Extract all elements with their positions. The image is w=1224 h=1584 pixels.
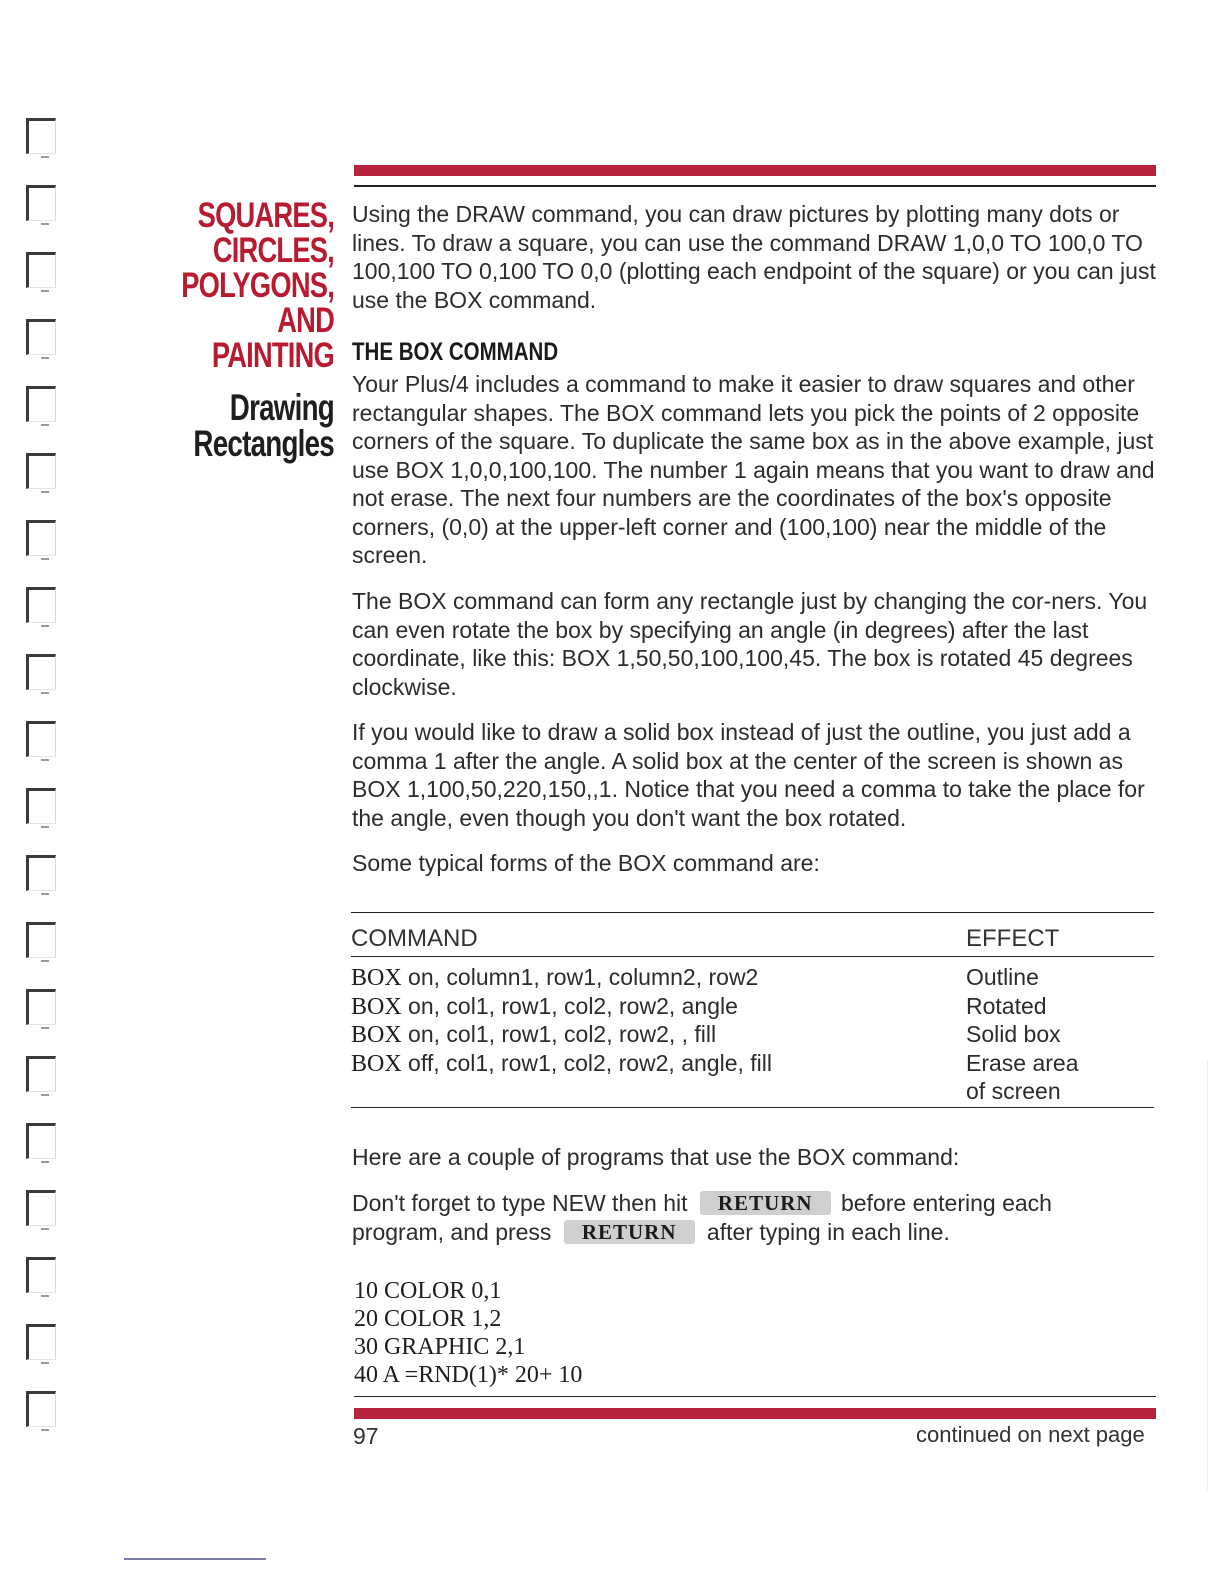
binding-hole <box>26 1324 56 1360</box>
section-subtitle-line: Drawing <box>229 387 334 428</box>
continued-note: continued on next page <box>916 1422 1145 1447</box>
table-row <box>351 963 758 993</box>
table-header-effect: EFFECT <box>966 925 1060 952</box>
chapter-title <box>178 198 334 373</box>
binding-hole <box>26 1391 56 1427</box>
binding-hole <box>26 922 56 958</box>
chapter-title-line: PAINTING <box>211 336 334 375</box>
table-row <box>351 1020 716 1050</box>
binding-hole <box>26 1123 56 1159</box>
binding-hole <box>26 185 56 221</box>
binding-hole <box>26 118 56 154</box>
program-listing <box>354 1277 1159 1389</box>
chapter-title-line: AND <box>277 301 334 340</box>
binding-hole <box>26 587 56 623</box>
section-heading: THE BOX COMMAND <box>352 338 559 366</box>
table-header-command: COMMAND <box>351 925 478 952</box>
bottom-rule <box>354 1396 1156 1397</box>
paragraph-typical-forms: Some typical forms of the BOX command are: <box>352 850 820 876</box>
return-note-text: program, and press <box>352 1218 552 1245</box>
binding-hole <box>26 453 56 489</box>
command-keyword: BOX <box>351 993 402 1020</box>
effect-cell: of screen <box>966 1078 1061 1104</box>
code-line: 30 GRAPHIC 2,1 <box>354 1334 526 1360</box>
intro-paragraph: Using the DRAW command, you can draw pictures by plotting many dots or lines. To draw a square, you can use the command DRAW 1,0,0 TO 100,0 TO 100,100 TO 0,100 TO 0,0 (plotting each endpoint of the square) or you can just use the BOX command. <box>352 201 1156 313</box>
command-keyword: BOX <box>351 1050 402 1077</box>
binding-hole <box>26 520 56 556</box>
code-line: 10 COLOR 0,1 <box>354 1278 502 1304</box>
table-top-rule <box>351 912 1154 913</box>
chapter-title-line: POLYGONS, <box>181 266 334 305</box>
binding-hole <box>26 386 56 422</box>
paragraph-box-intro: Your Plus/4 includes a command to make it easier to draw squares and other rectangular shapes. The BOX command lets you pick the points of 2 opposite corners of the square. To duplicate the same box as in the above example, just use BOX 1,0,0,100,100. The number 1 again means that you want to draw and not erase. The next four numbers are the coordinates of the box's opposite corners, (0,0) at the upper-left corner and (100,100) near the middle of the screen. <box>352 371 1155 568</box>
binding-hole <box>26 654 56 690</box>
top-rule <box>354 185 1156 187</box>
binding-hole <box>26 788 56 824</box>
command-args: on, col1, row1, col2, row2, , fill <box>401 1021 717 1047</box>
section-subtitle <box>169 387 334 464</box>
binding-hole <box>26 1056 56 1092</box>
chapter-title-line: CIRCLES, <box>212 231 334 270</box>
return-note-text: Don't forget to type NEW then hit <box>352 1190 688 1216</box>
table-bottom-rule <box>351 1107 1154 1108</box>
page-number: 97 <box>353 1423 379 1449</box>
top-accent-bar <box>354 165 1156 176</box>
chapter-title-line: SQUARES, <box>197 196 334 235</box>
table-header-rule <box>351 956 1154 957</box>
command-args: on, col1, row1, col2, row2, angle <box>401 992 738 1019</box>
return-note <box>352 1189 1157 1246</box>
binding-hole <box>26 721 56 757</box>
paragraph-box-solid: If you would like to draw a solid box instead of just the outline, you just add a comma 1 after the angle. A solid box at the center of the screen is shown as BOX 1,100,50,220,150,,1. Notice that you need a comma to take the place for the angle, even though you don't want the box rotated. <box>352 719 1145 831</box>
programs-intro: Here are a couple of programs that use the BOX command: <box>352 1144 960 1170</box>
bottom-accent-bar <box>354 1408 1156 1419</box>
command-keyword: BOX <box>351 1022 402 1048</box>
binding-hole <box>26 989 56 1025</box>
binding-hole <box>26 1257 56 1293</box>
command-args: on, column1, row1, column2, row2 <box>401 964 759 990</box>
return-note-text: after typing in each line. <box>706 1218 950 1245</box>
command-args: off, col1, row1, col2, row2, angle, fill <box>401 1049 772 1076</box>
table-row <box>351 992 738 1022</box>
binding-hole <box>26 1190 56 1226</box>
binding-hole <box>26 252 56 288</box>
command-keyword: BOX <box>351 965 402 991</box>
table-row <box>351 1049 772 1079</box>
effect-cell: Outline <box>966 964 1039 990</box>
paragraph-box-rotate: The BOX command can form any rectangle just by changing the cor-ners. You can even rotate the box by specifying an angle (in degrees) after the last coordinate, like this: BOX 1,50,50,100,100,45. The box is rotated 45 degrees clockwise. <box>352 588 1148 700</box>
effect-cell: Erase area <box>966 1049 1079 1076</box>
return-key: RETURN <box>564 1220 695 1244</box>
effect-cell: Solid box <box>966 1021 1061 1047</box>
effect-cell: Rotated <box>966 992 1047 1019</box>
section-subtitle-line: Rectangles <box>193 423 334 464</box>
binding-hole <box>26 319 56 355</box>
page-edge-shadow <box>1207 1060 1208 1490</box>
binding-hole <box>26 855 56 891</box>
code-line: 40 A =RND(1)* 20+ 10 <box>354 1362 583 1388</box>
return-key: RETURN <box>700 1191 831 1215</box>
code-line: 20 COLOR 1,2 <box>354 1306 502 1332</box>
return-note-text: before entering each <box>840 1190 1052 1216</box>
scan-artifact-line <box>124 1558 266 1560</box>
